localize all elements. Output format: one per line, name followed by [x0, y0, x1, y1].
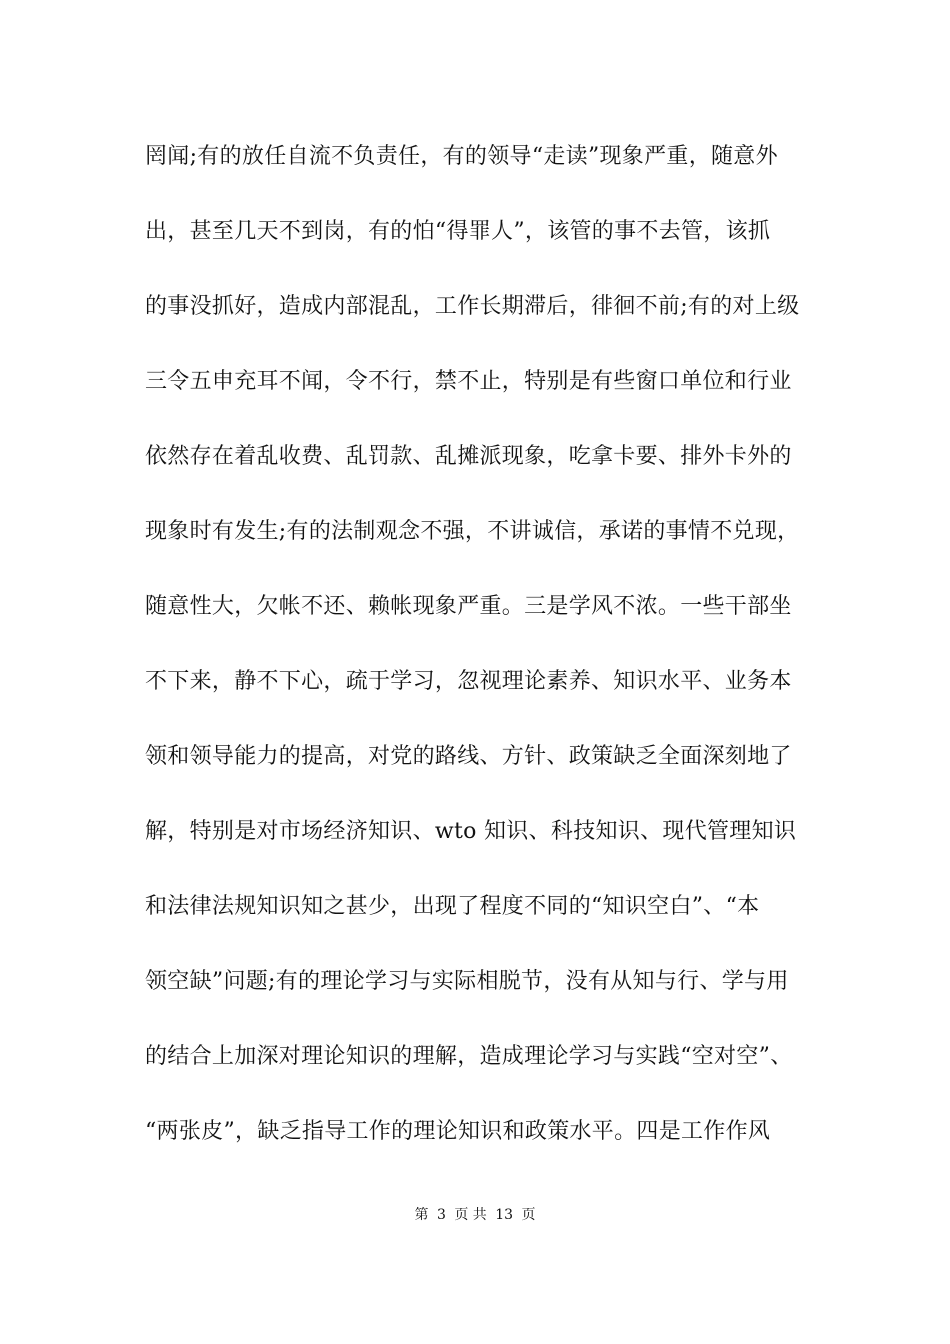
- text-line: 依然存在着乱收费、乱罚款、乱摊派现象，吃拿卡要、排外卡外的: [145, 444, 792, 469]
- body-text: [145, 138, 825, 1188]
- text-line: 和法律法规知识知之甚少，出现了程度不同的“知识空白”、“本: [145, 894, 760, 919]
- page-footer: [0, 1204, 950, 1224]
- text-line: 现象时有发生;有的法制观念不强，不讲诚信，承诺的事情不兑现，: [145, 519, 800, 544]
- footer-suffix: 页: [521, 1207, 536, 1223]
- text-line: 解，特别是对市场经济知识、wto 知识、科技知识、现代管理知识: [145, 819, 797, 844]
- text-line: 领和领导能力的提高，对党的路线、方针、政策缺乏全面深刻地了: [145, 744, 792, 769]
- text-line: 罔闻;有的放任自流不负责任，有的领导“走读”现象严重，随意外: [145, 144, 778, 169]
- text-line: 的结合上加深对理论知识的理解，造成理论学习与实践“空对空”、: [145, 1044, 793, 1069]
- footer-middle: 页 共: [454, 1207, 487, 1223]
- current-page-number: 3: [436, 1207, 446, 1223]
- total-pages-number: 13: [495, 1207, 514, 1223]
- text-line: “两张皮”，缺乏指导工作的理论知识和政策水平。四是工作作风: [145, 1119, 771, 1144]
- text-line: 随意性大，欠帐不还、赖帐现象严重。三是学风不浓。一些干部坐: [145, 594, 792, 619]
- text-line: 出，甚至几天不到岗，有的怕“得罪人”，该管的事不去管，该抓: [145, 219, 771, 244]
- text-line: 不下来，静不下心，疏于学习，忽视理论素养、知识水平、业务本: [145, 669, 792, 694]
- text-line: 的事没抓好，造成内部混乱，工作长期滞后，徘徊不前;有的对上级: [145, 294, 800, 319]
- text-line: 领空缺”问题;有的理论学习与实际相脱节，没有从知与行、学与用: [145, 969, 789, 994]
- footer-prefix: 第: [414, 1207, 429, 1223]
- text-line: 三令五申充耳不闻，令不行，禁不止，特别是有些窗口单位和行业: [145, 369, 792, 394]
